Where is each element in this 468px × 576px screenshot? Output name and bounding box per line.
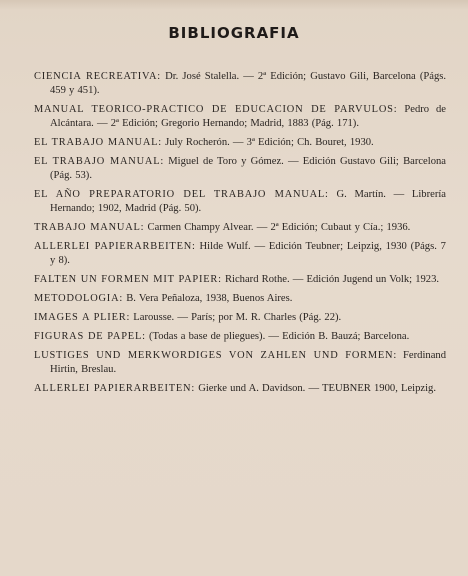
entry-heading: FIGURAS DE PAPEL: <box>34 331 146 342</box>
entry-heading: FALTEN UN FORMEN MIT PAPIER: <box>34 274 222 285</box>
entry-heading: LUSTIGES UND MERKWORDIGES VON ZAHLEN UND FORMEN: <box>34 350 398 361</box>
entry-heading: CIENCIA RECREATIVA: <box>34 71 161 82</box>
page-title: BIBLIOGRAFIA <box>168 24 300 42</box>
bibliography-entry <box>34 240 446 268</box>
bibliography-entry <box>34 188 446 216</box>
entry-detail: Ferdinand Hirtin, Breslau. <box>50 350 446 375</box>
entry-heading: EL TRABAJO MANUAL: <box>34 137 162 148</box>
bibliography-entry <box>34 273 446 287</box>
entry-heading: METODOLOGIA: <box>34 293 124 304</box>
entry-heading: ALLERLEI PAPIERARBEITEN: <box>34 241 196 252</box>
bibliography-entry <box>34 330 446 344</box>
entry-detail: July Rocherón. — 3ª Edición; Ch. Bouret, 1930. <box>165 137 374 148</box>
entry-detail: Pedro de Alcántara. — 2ª Edición; Gregorio Hernando; Madrid, 1883 (Pág. 171). <box>50 104 446 129</box>
entry-detail: (Todas a base de pliegues). — Edición B. Bauzá; Barcelona. <box>148 331 410 342</box>
page-top-edge <box>0 0 468 10</box>
bibliography-entry <box>34 349 446 377</box>
entry-heading: IMAGES A PLIER: <box>34 312 131 323</box>
entry-heading: EL TRABAJO MANUAL: <box>34 156 165 167</box>
bibliography-entry <box>34 70 446 98</box>
bibliography-entry <box>34 221 446 235</box>
entry-detail: Larousse. — París; por M. R. Charles (Pág. 22). <box>133 312 342 323</box>
bibliography-list <box>0 70 468 401</box>
entry-detail: Miguel de Toro y Gómez. — Edición Gustavo Gili; Barcelona (Pág. 53). <box>50 156 447 181</box>
entry-detail: G. Martín. — Librería Hernando; 1902, Madrid (Pág. 50). <box>50 189 447 214</box>
bibliography-entry <box>34 292 446 306</box>
entry-detail: Carmen Champy Alvear. — 2ª Edición; Cubaut y Cía.; 1936. <box>147 222 411 233</box>
bibliography-entry <box>34 155 446 183</box>
entry-detail: Dr. José Stalella. — 2ª Edición; Gustavo Gili, Barcelona (Págs. 459 y 451). <box>50 71 447 96</box>
entry-detail: Hilde Wulf. — Edición Teubner; Leipzig, 1930 (Págs. 7 y 8). <box>50 241 446 266</box>
entry-detail: B. Vera Peñaloza, 1938, Buenos Aires. <box>126 293 293 304</box>
entry-heading: EL AÑO PREPARATORIO DEL TRABAJO MANUAL: <box>34 189 329 200</box>
entry-heading: TRABAJO MANUAL: <box>34 222 145 233</box>
entry-heading: MANUAL TEORICO-PRACTICO DE EDUCACION DE PARVULOS: <box>34 104 398 115</box>
entry-detail: Richard Rothe. — Edición Jugend un Volk; 1923. <box>224 274 440 285</box>
bibliography-entry <box>34 103 446 131</box>
entry-heading: ALLERLEI PAPIERARBEITEN: <box>34 383 196 394</box>
entry-detail: Gierke und A. Davidson. — TEUBNER 1900, Leipzig. <box>198 383 436 394</box>
bibliography-entry <box>34 382 446 396</box>
bibliography-entry <box>34 311 446 325</box>
bibliography-entry <box>34 136 446 150</box>
